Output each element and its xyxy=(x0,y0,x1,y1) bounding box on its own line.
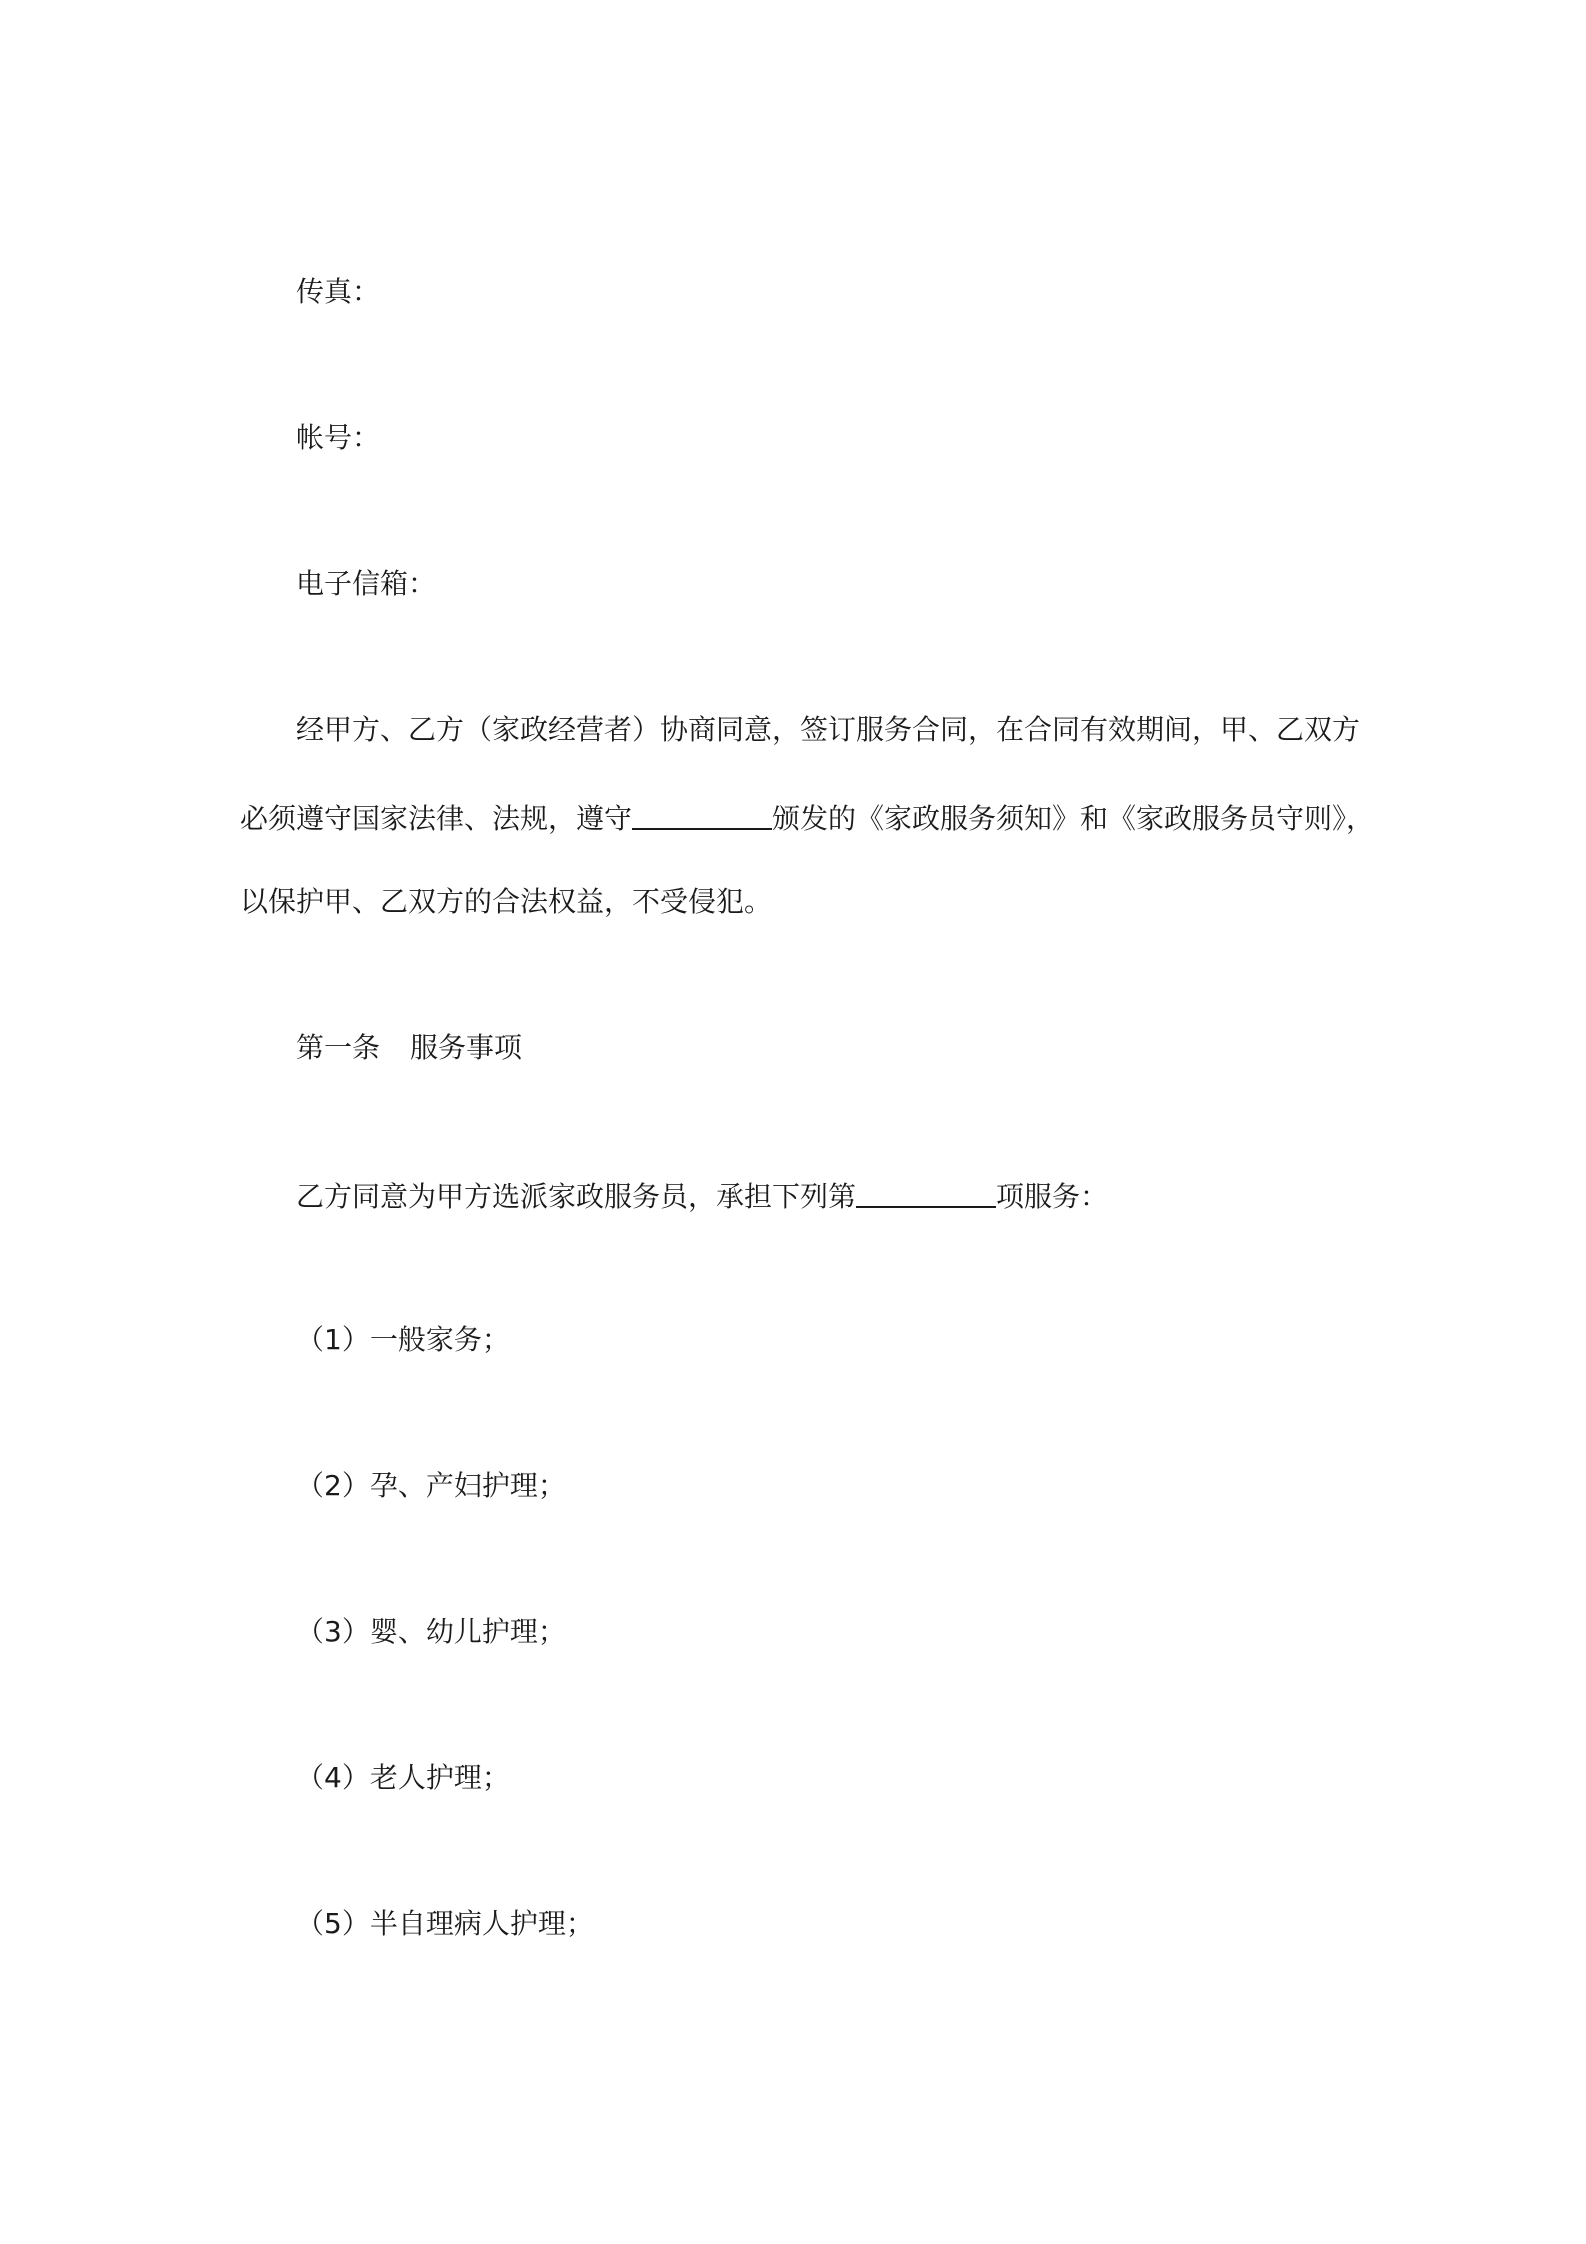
email-field-label: 电子信箱： xyxy=(296,567,437,600)
article-1-intro-start: 乙方同意为甲方选派家政服务员，承担下列第 xyxy=(296,1180,857,1213)
preamble-line-3: 以保护甲、乙双方的合法权益，不受侵犯。 xyxy=(240,885,773,918)
article-1-intro xyxy=(296,1174,1416,1217)
article-1-heading xyxy=(296,1028,1416,1068)
fax-field-label: 传真： xyxy=(296,275,381,308)
item-number-blank xyxy=(856,1176,996,1208)
service-item-3: （3）婴、幼儿护理； xyxy=(296,1615,566,1648)
service-item-5: （5）半自理病人护理； xyxy=(296,1907,594,1940)
preamble-line-2 xyxy=(240,796,1375,839)
service-item-2: （2）孕、产妇护理； xyxy=(296,1469,566,1502)
article-number: 第一条 xyxy=(296,1031,381,1064)
preamble-line-2-end: 颁发的《家政服务须知》和《家政服务员守则》， xyxy=(772,802,1375,835)
service-item-1: （1）一般家务； xyxy=(296,1323,510,1356)
article-1-intro-end: 项服务： xyxy=(996,1180,1109,1213)
preamble-line-2-start: 必须遵守国家法律、法规，遵守 xyxy=(240,802,633,835)
preamble-line-1: 经甲方、乙方（家政经营者）协商同意，签订服务合同，在合同有效期间，甲、乙双方 xyxy=(296,713,1361,746)
article-title: 服务事项 xyxy=(410,1031,523,1064)
account-field-label: 帐号： xyxy=(296,421,381,454)
service-item-4: （4）老人护理； xyxy=(296,1761,510,1794)
issuer-blank xyxy=(632,798,772,830)
